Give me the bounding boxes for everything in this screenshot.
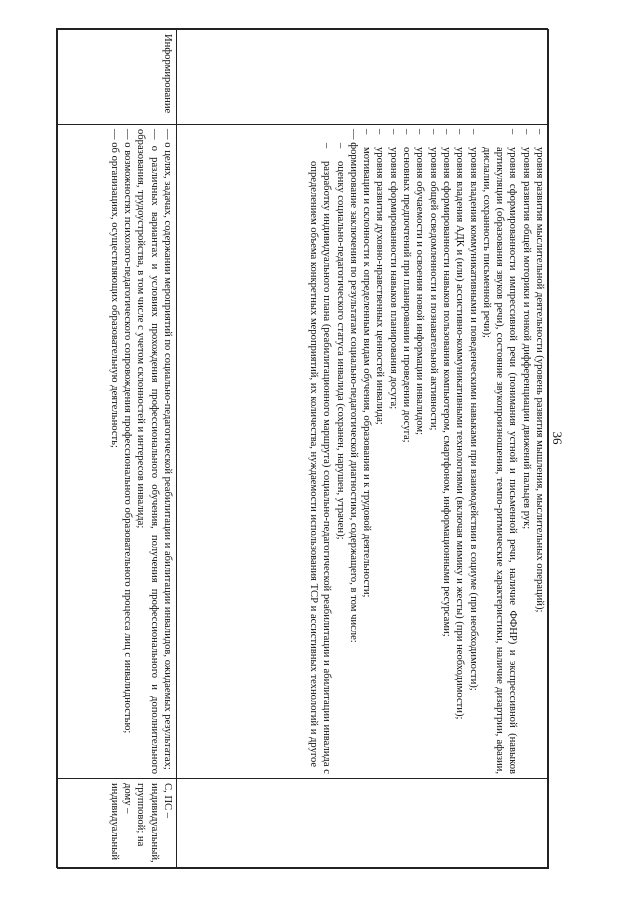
row2-content-cell (58, 125, 177, 779)
row2-form-cell (58, 779, 177, 869)
list-item: – уровня владения АДК и (или) ассистивно-коммуникативными технологиями (включая мимику и жесты) (при необходимости); (454, 129, 466, 720)
service-label: Информирование (162, 34, 173, 114)
list-item: – уровня сформированности навыков пользования компьютером, смартфоном, информационными ресурсами; (440, 129, 452, 637)
conclusion-text: — формирование заключения по результатам социально-педагогической диагностики, содержащего, в том числе: (347, 129, 359, 643)
row2-label-cell (58, 30, 177, 125)
row1-content-cell (177, 125, 549, 779)
list-item: – уровня общей осведомленности и познавательной активности; (427, 129, 439, 431)
list-item: – мотивации и склонности к определенным видам обучения, образования и к трудовой деятельности; (361, 129, 373, 598)
list-item: — об организациях, осуществляющих образовательную деятельность; (108, 129, 120, 448)
list-item: – уровня сформированности импрессивной речи (понимания устной и письменной речи, наличие ФФНР) и экспрессивной (навыков артикуляции (образования звуков речи), состояние звукопроизношения, темпо-ритмические характеристики, наличие дизартрии, афазии, дислалии, сохранность письменной речи); (480, 129, 519, 774)
service-table (57, 29, 549, 869)
list-item: – уровня развития духовно-нравственных ценностей инвалида; (374, 129, 386, 425)
page-number: 36 (550, 431, 565, 445)
list-item: – основных предпочтений при планировании и проведении досуга; (401, 129, 413, 443)
list-item: — о возможностях психолого-педагогического сопровождения профессионального образовательного процесса лиц с инвалидностью; (122, 129, 134, 734)
list-item: – уровня владения коммуникативными и поведенческими навыками при взаимодействии в социуме (при необходимости); (467, 129, 479, 691)
table-row (58, 30, 177, 869)
list-item: – уровня сформированности навыков планирования досуга; (387, 129, 399, 410)
list-item: – уровня развития мыслительной деятельности (уровень развития мышления, мыслительных операций); (534, 129, 545, 613)
row1-form-cell (177, 779, 549, 869)
list-item: — о целях, задачах, содержании мероприятий по социально-педагогической реабилитации и абилитации инвалидов, ожидаемых результатах; (162, 129, 173, 770)
row1-label-cell (177, 30, 549, 125)
list-item: — о различных вариантах и условиях прохождения профессионального обучения, получения профессионального и дополнительного образования, трудоустройства, в том числе с учетом склонностей и интересов инвалида; (135, 129, 160, 774)
service-form: С, ПС – индивидуальный, групповой; на дому – индивидуальный (108, 783, 173, 863)
list-item: – разработку индивидуального плана (реабилитационного маршрута) социально-педагогической реабилитации и абилитации инвалида с определением объема конкретных мероприятий, их количества, нуждаемости использования ТСР и ассистивных технологий и другое (307, 143, 333, 774)
rotated-table (56, 28, 548, 868)
list-item: – уровня обучаемости и освоения новой информации инвалидом; (414, 129, 426, 436)
list-item: – уровня развития общей моторики и тонкой дифференциации движений пальцев рук; (520, 129, 532, 530)
table-row (177, 30, 549, 869)
list-item: – оценку социально-педагогического статуса инвалида (сохранен, нарушен, утрачен); (334, 143, 346, 540)
